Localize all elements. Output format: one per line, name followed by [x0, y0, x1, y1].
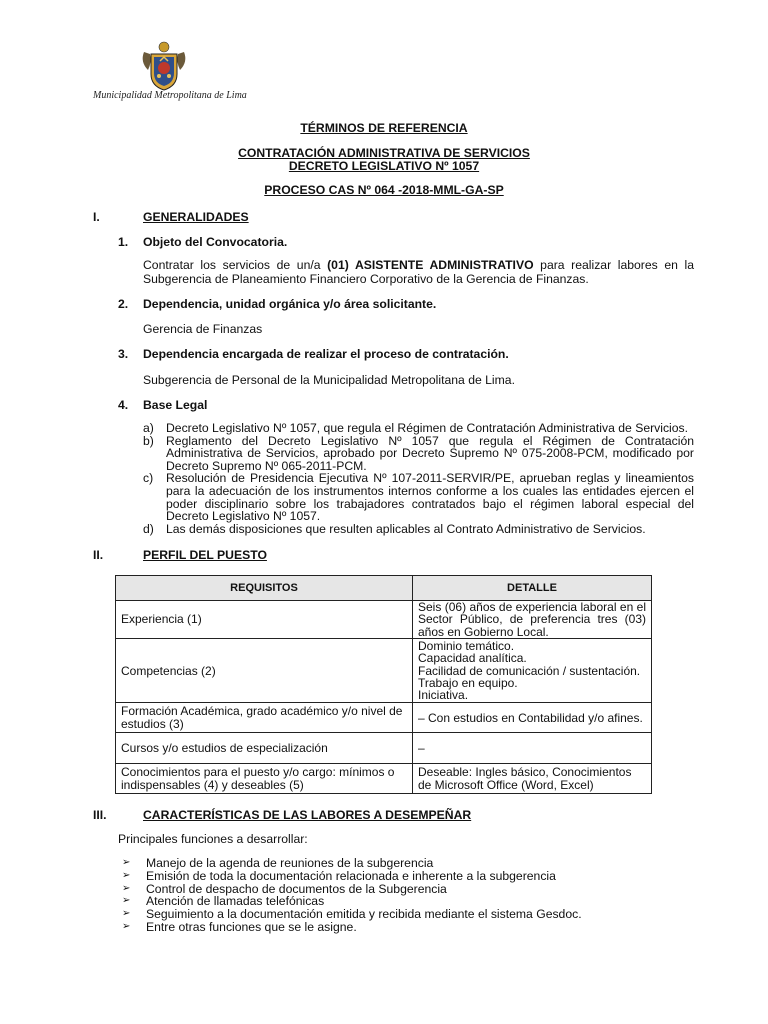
arrow-bullet-icon: ➢: [122, 920, 131, 932]
list-item: ➢ Emisión de toda la documentación relacionada e inherente a la subgerencia: [122, 868, 556, 883]
municipality-name: Municipalidad Metropolitana de Lima: [93, 90, 247, 101]
detail-cell: Seis (06) años de experiencia laboral en el Sector Público, de preferencia tres (03) años en Gobierno Local.: [413, 601, 652, 639]
requirement-cell: Formación Académica, grado académico y/o nivel de estudios (3): [116, 703, 413, 733]
table-row: [116, 733, 652, 764]
legal-base-list: [143, 422, 694, 535]
section-1-number: I.: [93, 210, 100, 224]
item-1-title: Objeto del Convocatoria.: [143, 235, 288, 249]
section-2-number: II.: [93, 548, 104, 562]
item-2-title: Dependencia, unidad orgánica y/o área solicitante.: [143, 297, 437, 311]
legal-item: b) Reglamento del Decreto Legislativo Nº 1057 que regula el Régimen de Contratación Administrativa de Servicios, aprobado por Decreto Supremo Nº 075-2008-PCM, modificado por Decreto Supremo Nº 065-2011-PCM.: [143, 433, 694, 473]
item-3-text: Subgerencia de Personal de la Municipalidad Metropolitana de Lima.: [143, 373, 515, 387]
table-header-row: [116, 576, 652, 601]
legal-item: c) Resolución de Presidencia Ejecutiva Nº 107-2011-SERVIR/PE, aprueban reglas y lineamientos para la adecuación de los instrumentos internos conforme a los cuales las entidades ejercen el poder disciplinario sobre los trabajadores contratados bajo el régimen laboral especial del Decreto Legislativo Nº 1057.: [143, 471, 694, 524]
document-subtitle-2: DECRETO LEGISLATIVO Nº 1057: [288, 159, 480, 173]
item-3-title: Dependencia encargada de realizar el proceso de contratación.: [143, 347, 509, 361]
list-item: ➢ Control de despacho de documentos de la Subgerencia: [122, 881, 447, 896]
arrow-bullet-icon: ➢: [122, 857, 131, 868]
table-row: [116, 601, 652, 639]
table-row: [116, 764, 652, 794]
process-code: PROCESO CAS Nº 064 -2018-MML-GA-SP: [264, 183, 504, 197]
arrow-bullet-icon: ➢: [122, 882, 131, 894]
requirement-cell: Conocimientos para el puesto y/o cargo: mínimos o indispensables (4) y deseables (5): [116, 764, 413, 794]
item-1-text: Contratar los servicios de un/a (01) ASISTENTE ADMINISTRATIVO para realizar labores en la Subgerencia de Planeamiento Financiero Corporativo de la Gerencia de Finanzas.: [143, 258, 694, 286]
section-2-title: PERFIL DEL PUESTO: [143, 548, 267, 562]
list-item: ➢ Entre otras funciones que se le asigne.: [122, 919, 357, 934]
section-3-title: CARACTERÍSTICAS DE LAS LABORES A DESEMPEÑAR: [143, 808, 472, 822]
item-3-number: 3.: [118, 347, 129, 361]
item-2-text: Gerencia de Finanzas: [143, 322, 263, 336]
section-3-number: III.: [93, 808, 107, 822]
detail-cell: –: [413, 733, 652, 764]
item-2-number: 2.: [118, 297, 129, 311]
column-header-detalle: DETALLE: [413, 576, 652, 601]
detail-cell: Dominio temático. Capacidad analítica. Facilidad de comunicación / sustentación. Trabajo en equipo. Iniciativa.: [413, 639, 652, 703]
item-4-title: Base Legal: [143, 398, 208, 412]
requirement-cell: Cursos y/o estudios de especialización: [116, 733, 413, 764]
detail-cell: Deseable: Ingles básico, Conocimientos de Microsoft Office (Word, Excel): [413, 764, 652, 794]
functions-list: [122, 857, 582, 934]
item-1-number: 1.: [118, 235, 129, 249]
legal-item: d) Las demás disposiciones que resulten aplicables al Contrato Administrativo de Servicios.: [143, 521, 646, 536]
arrow-bullet-icon: ➢: [122, 869, 131, 881]
arrow-bullet-icon: ➢: [122, 908, 131, 920]
functions-intro: Principales funciones a desarrollar:: [118, 832, 308, 846]
profile-table: [115, 575, 652, 794]
table-row: [116, 639, 652, 703]
table-row: [116, 703, 652, 733]
coat-of-arms-icon: [138, 40, 190, 92]
list-item: ➢ Manejo de la agenda de reuniones de la subgerencia: [122, 856, 434, 870]
item-4-number: 4.: [118, 398, 129, 412]
legal-item: a) Decreto Legislativo Nº 1057, que regula el Régimen de Contratación Administrativa de Servicios.: [143, 421, 689, 435]
arrow-bullet-icon: ➢: [122, 895, 131, 907]
requirement-cell: Experiencia (1): [116, 601, 413, 639]
detail-cell: – Con estudios en Contabilidad y/o afines.: [413, 703, 652, 733]
document-subtitle-1: CONTRATACIÓN ADMINISTRATIVA DE SERVICIOS: [238, 146, 530, 160]
list-item: ➢ Atención de llamadas telefónicas: [122, 894, 325, 909]
document-title: TÉRMINOS DE REFERENCIA: [300, 121, 468, 135]
requirement-cell: Competencias (2): [116, 639, 413, 703]
list-item: ➢ Seguimiento a la documentación emitida y recibida mediante el sistema Gesdoc.: [122, 907, 582, 922]
column-header-requisitos: REQUISITOS: [116, 576, 413, 601]
section-1-title: GENERALIDADES: [143, 210, 249, 224]
